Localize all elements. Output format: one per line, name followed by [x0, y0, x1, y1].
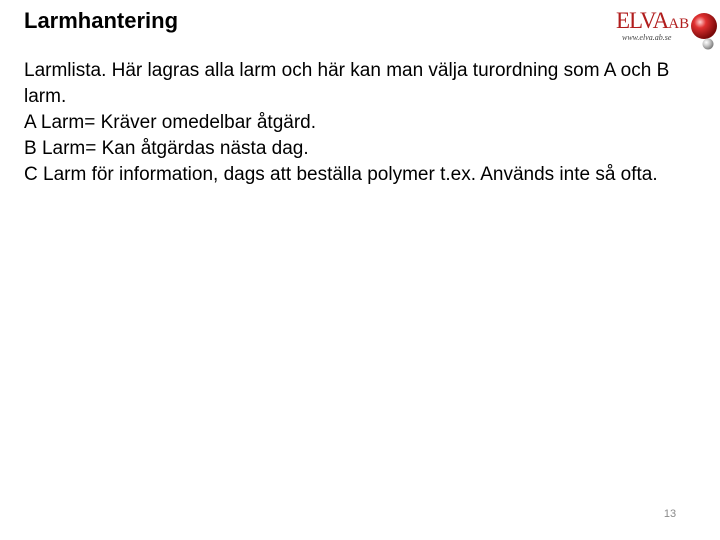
- slide-title: Larmhantering: [24, 8, 179, 33]
- page-number: 13: [663, 508, 677, 520]
- slide-body: [24, 58, 696, 188]
- paragraph-c-alarm: C Larm för information, dags att beställa polymer t.ex. Används inte så ofta.: [24, 164, 658, 185]
- logo-red-ball: [691, 13, 717, 39]
- paragraph-a-alarm: A Larm= Kräver omedelbar åtgärd.: [24, 112, 317, 133]
- logo-molecule-icon: [690, 6, 718, 50]
- paragraph-b-alarm: B Larm= Kan åtgärdas nästa dag.: [24, 138, 309, 159]
- paragraph-alarm-list: Larmlista. Här lagras alla larm och här kan man välja turordning som A och B larm.: [24, 60, 670, 107]
- logo-brand-main: ELVA: [616, 8, 669, 33]
- logo-brand-suffix: AB: [668, 16, 690, 32]
- logo-url: www.elva.ab.se: [622, 33, 672, 42]
- logo-gray-ball: [703, 39, 714, 50]
- company-logo: [612, 2, 718, 52]
